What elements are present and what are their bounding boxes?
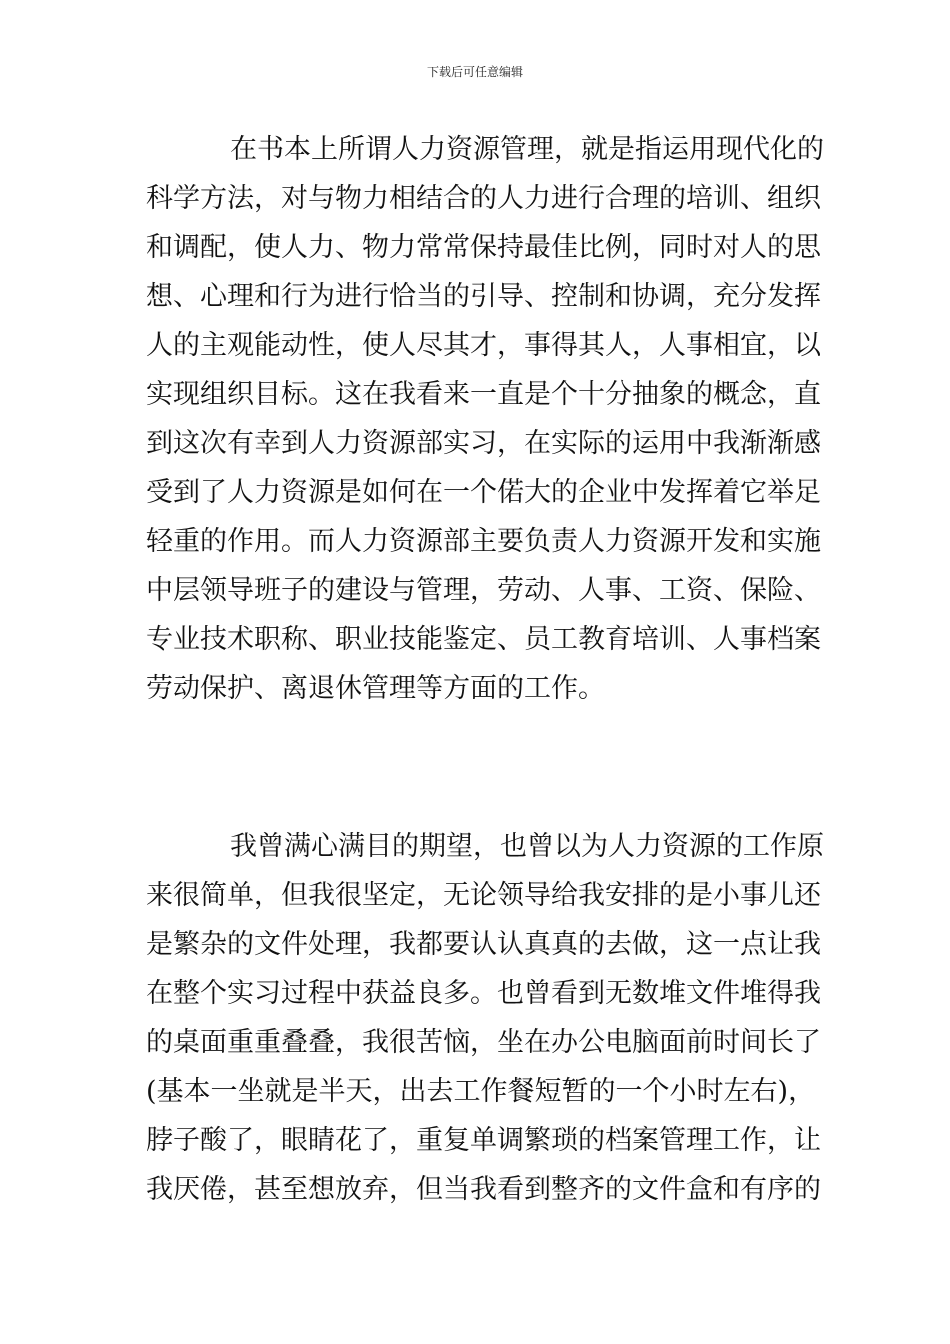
paragraph-line: 实现组织目标。这在我看来一直是个十分抽象的概念，直	[146, 379, 821, 410]
paragraph-line: 受到了人力资源是如何在一个偌大的企业中发挥着它举足	[146, 477, 821, 508]
paragraph-line: 来很简单，但我很坚定，无论领导给我安排的是小事儿还	[146, 880, 821, 911]
paragraph-line: (基本一坐就是半天，出去工作餐短暂的一个小时左右)，	[146, 1076, 816, 1107]
body-paragraph-1	[146, 125, 824, 713]
paragraph-line: 劳动保护、离退休管理等方面的工作。	[146, 673, 605, 704]
paragraph-line: 中层领导班子的建设与管理，劳动、人事、工资、保险、	[146, 575, 821, 606]
paragraph-line: 专业技术职称、职业技能鉴定、员工教育培训、人事档案	[146, 624, 821, 655]
page-header-note: 下载后可任意编辑	[426, 65, 523, 79]
paragraph-line: 我厌倦，甚至想放弃，但当我看到整齐的文件盒和有序的	[146, 1174, 821, 1205]
paragraph-line: 脖子酸了，眼睛花了，重复单调繁琐的档案管理工作，让	[146, 1125, 821, 1156]
paragraph-line: 的桌面重重叠叠，我很苦恼，坐在办公电脑面前时间长了	[146, 1027, 821, 1058]
body-paragraph-2	[146, 822, 824, 1214]
paragraph-line: 到这次有幸到人力资源部实习，在实际的运用中我渐渐感	[146, 428, 821, 459]
paragraph-line: 在整个实习过程中获益良多。也曾看到无数堆文件堆得我	[146, 978, 821, 1009]
paragraph-line: 是繁杂的文件处理，我都要认认真真的去做，这一点让我	[146, 929, 821, 960]
paragraph-line: 人的主观能动性，使人尽其才，事得其人，人事相宜，以	[146, 330, 821, 361]
paragraph-line: 轻重的作用。而人力资源部主要负责人力资源开发和实施	[146, 526, 821, 557]
paragraph-line: 和调配，使人力、物力常常保持最佳比例，同时对人的思	[146, 232, 821, 263]
paragraph-line: 在书本上所谓人力资源管理，就是指运用现代化的	[230, 134, 824, 165]
paragraph-line: 科学方法，对与物力相结合的人力进行合理的培训、组织	[146, 183, 821, 214]
paragraph-line: 想、心理和行为进行恰当的引导、控制和协调，充分发挥	[146, 281, 821, 312]
paragraph-line: 我曾满心满目的期望，也曾以为人力资源的工作原	[230, 831, 824, 862]
